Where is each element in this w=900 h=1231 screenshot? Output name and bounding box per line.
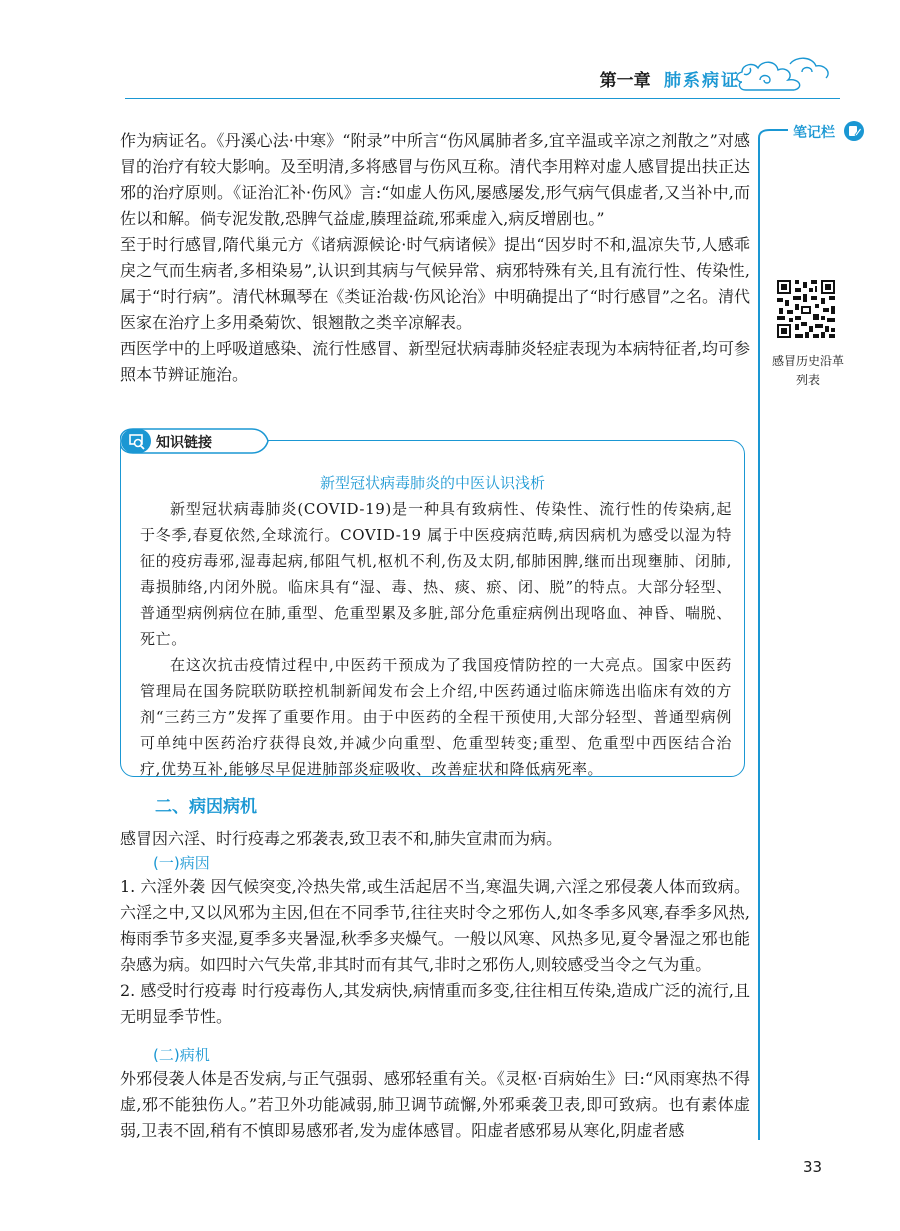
intro-paragraph: 西医学中的上呼吸道感染、流行性感冒、新型冠状病毒肺炎轻症表现为本病特征者,均可参照本节辨证施治。 (120, 339, 750, 384)
knowledge-paragraph: 在这次抗击疫情过程中,中医药干预成为了我国疫情防控的一大亮点。国家中医药管理局在国务院联防联控机制新闻发布会上介绍,中医药通过临床筛选出临床有效的方剂“三药三方”发挥了重要作用。由于中医药的全程干预使用,大部分轻型、普通型病例可单纯中医药治疗获得良效,并减少向重型、危重型转变;重型、危重型中西医结合治疗,优势互补,能够尽早促进肺部炎症吸收、改善症状和降低病死率。 (140, 656, 732, 778)
intro-text (120, 128, 750, 388)
notes-column-rule (758, 140, 760, 1140)
intro-paragraph: 作为病证名。《丹溪心法·中寒》“附录”中所言“伤风属肺者多,宜辛温或辛凉之剂散之”对感冒的治疗有较大影响。及至明清,多将感冒与伤风互称。清代李用粹对虚人感冒提出扶正达邪的治疗原则。《证治汇补·伤风》言:“如虚人伤风,屡感屡发,形气病气俱虚者,又当补中,而佐以和解。倘专泥发散,恐脾气益虚,腠理益疏,邪乘虚入,病反增剧也。” (120, 131, 750, 228)
knowledge-box-title: 新型冠状病毒肺炎的中医认识浅析 (319, 474, 545, 492)
section-heading: 二、病因病机 (155, 797, 257, 817)
pencil-note-icon (843, 120, 865, 142)
mechanism-text (120, 1066, 750, 1144)
cause-text (120, 874, 750, 1030)
subsection-heading-mechanism: (二)病机 (153, 1046, 210, 1064)
knowledge-tab-label: 知识链接 (156, 435, 212, 451)
cloud-ornament-icon (730, 52, 840, 96)
notes-tab (763, 118, 873, 148)
chapter-number: 第一章 (599, 71, 651, 91)
chapter-title: 肺系病证 (664, 71, 740, 91)
header-text (600, 66, 740, 91)
page-header (580, 52, 840, 92)
knowledge-box-text (140, 496, 732, 782)
cause-paragraph: 2. 感受时行疫毒 时行疫毒伤人,其发病快,病情重而多变,往往相互传染,造成广泛的流行,且无明显季节性。 (120, 981, 750, 1026)
intro-paragraph: 至于时行感冒,隋代巢元方《诸病源候论·时气病诸候》提出“因岁时不和,温凉失节,人感乖戾之气而生病者,多相染易”,认识到其病与气候异常、病邪特殊有关,且有流行性、传染性,属于“时行病”。清代林珮琴在《类证治裁·伤风论治》中明确提出了“时行感冒”之名。清代医家在治疗上多用桑菊饮、银翘散之类辛凉解表。 (120, 235, 750, 332)
mechanism-paragraph: 外邪侵袭人体是否发病,与正气强弱、感邪轻重有关。《灵枢·百病始生》曰:“风雨寒热不得虚,邪不能独伤人。”若卫外功能减弱,肺卫调节疏懈,外邪乘袭卫表,即可致病。也有素体虚弱,卫表不固,稍有不慎即易感邪者,发为虚体感冒。阳虚者感邪易从寒化,阴虚者感 (120, 1069, 750, 1140)
knowledge-tab (120, 428, 270, 454)
page-number: 33 (803, 1158, 823, 1176)
qr-code-icon[interactable] (775, 278, 837, 340)
cause-paragraph: 1. 六淫外袭 因气候突变,冷热失常,或生活起居不当,寒温失调,六淫之邪侵袭人体而致病。六淫之中,又以风邪为主因,但在不同季节,往往夹时令之邪伤人,如冬季多风寒,春季多风热,梅雨季节多夹湿,夏季多夹暑湿,秋季多夹燥气。一般以风寒、风热多见,夏令暑湿之邪也能杂感为病。如四时六气失常,非其时而有其气,非时之邪伤人,则较感受当令之气为重。 (120, 877, 750, 974)
notes-label: 笔记栏 (793, 125, 835, 141)
subsection-heading-cause: (一)病因 (153, 854, 210, 872)
section-intro-paragraph: 感冒因六淫、时行疫毒之邪袭表,致卫表不和,肺失宣肃而为病。 (120, 829, 563, 848)
knowledge-paragraph: 新型冠状病毒肺炎(COVID-19)是一种具有致病性、传染性、流行性的传染病,起于冬季,春夏依然,全球流行。COVID-19 属于中医疫病范畴,病因病机为感受以湿为特征的疫疠毒邪,湿毒起病,郁阻气机,枢机不利,伤及太阴,郁肺困脾,继而出现壅肺、闭肺,毒损肺络,内闭外脱。临床具有“湿、毒、热、痰、瘀、闭、脱”的特点。大部分轻型、普通型病例病位在肺,重型、危重型累及多脏,部分危重症病例出现咯血、神昏、喘脱、死亡。 (140, 500, 732, 648)
qr-caption: 感冒历史沿革列表 (771, 354, 844, 387)
section-intro (120, 826, 750, 852)
header-rule (125, 98, 840, 99)
